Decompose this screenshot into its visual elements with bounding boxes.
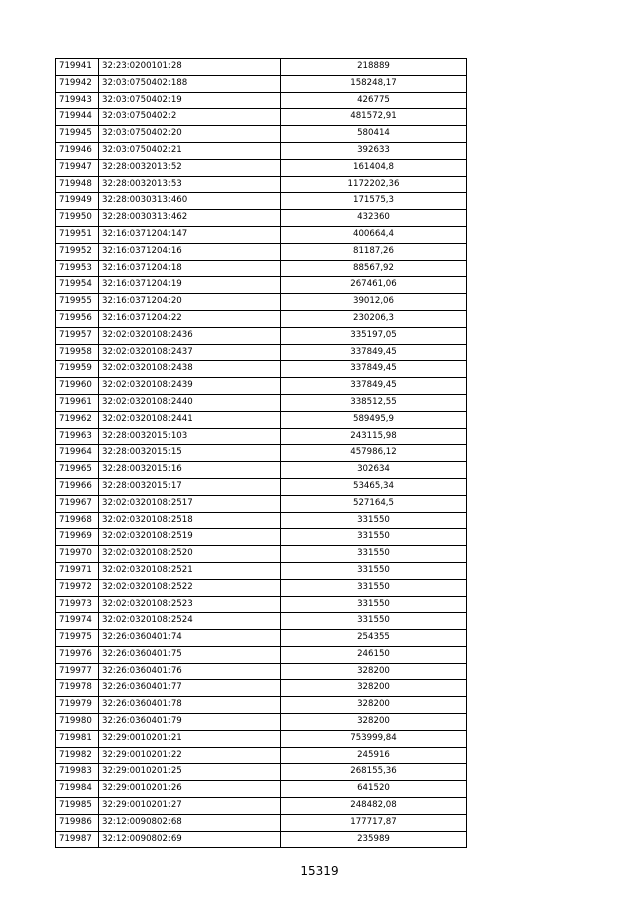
row-id-cell: 719980 — [56, 714, 99, 731]
row-id-cell: 719945 — [56, 126, 99, 143]
cadastral-value-cell: 158248,17 — [281, 75, 467, 92]
cadastral-number-cell: 32:26:0360401:75 — [99, 646, 281, 663]
cadastral-value-cell: 580414 — [281, 126, 467, 143]
row-id-cell: 719963 — [56, 428, 99, 445]
row-id-cell: 719987 — [56, 831, 99, 848]
cadastral-number-cell: 32:12:0090802:68 — [99, 814, 281, 831]
cadastral-value-cell: 337849,45 — [281, 378, 467, 395]
cadastral-number-cell: 32:26:0360401:79 — [99, 714, 281, 731]
cadastral-number-cell: 32:02:0320108:2518 — [99, 512, 281, 529]
row-id-cell: 719962 — [56, 411, 99, 428]
table-row — [56, 747, 467, 764]
cadastral-value-cell: 337849,45 — [281, 344, 467, 361]
cadastral-value-cell: 248482,08 — [281, 798, 467, 815]
cadastral-value-cell: 81187,26 — [281, 243, 467, 260]
table-row — [56, 378, 467, 395]
row-id-cell: 719946 — [56, 142, 99, 159]
row-id-cell: 719972 — [56, 579, 99, 596]
row-id-cell: 719949 — [56, 193, 99, 210]
cadastral-value-cell: 589495,9 — [281, 411, 467, 428]
table-row — [56, 159, 467, 176]
table-row — [56, 546, 467, 563]
cadastral-value-cell: 235989 — [281, 831, 467, 848]
row-id-cell: 719968 — [56, 512, 99, 529]
cadastral-value-cell: 230206,3 — [281, 310, 467, 327]
table-row — [56, 92, 467, 109]
row-id-cell: 719953 — [56, 260, 99, 277]
cadastral-number-cell: 32:02:0320108:2439 — [99, 378, 281, 395]
cadastral-value-cell: 331550 — [281, 562, 467, 579]
cadastral-value-cell: 331550 — [281, 512, 467, 529]
row-id-cell: 719969 — [56, 529, 99, 546]
cadastral-number-cell: 32:28:0032015:17 — [99, 478, 281, 495]
table-row — [56, 59, 467, 76]
cadastral-number-cell: 32:29:0010201:22 — [99, 747, 281, 764]
table-row — [56, 243, 467, 260]
cadastral-number-cell: 32:02:0320108:2521 — [99, 562, 281, 579]
cadastral-value-cell: 328200 — [281, 680, 467, 697]
row-id-cell: 719985 — [56, 798, 99, 815]
cadastral-value-cell: 243115,98 — [281, 428, 467, 445]
row-id-cell: 719948 — [56, 176, 99, 193]
row-id-cell: 719950 — [56, 210, 99, 227]
table-row — [56, 596, 467, 613]
table-row — [56, 646, 467, 663]
cadastral-number-cell: 32:28:0032015:16 — [99, 462, 281, 479]
table-row — [56, 781, 467, 798]
row-id-cell: 719974 — [56, 613, 99, 630]
cadastral-number-cell: 32:28:0030313:460 — [99, 193, 281, 210]
row-id-cell: 719959 — [56, 361, 99, 378]
cadastral-value-cell: 245916 — [281, 747, 467, 764]
cadastral-number-cell: 32:03:0750402:20 — [99, 126, 281, 143]
cadastral-value-cell: 267461,06 — [281, 277, 467, 294]
cadastral-value-cell: 218889 — [281, 59, 467, 76]
table-row — [56, 411, 467, 428]
cadastral-value-cell: 171575,3 — [281, 193, 467, 210]
cadastral-number-cell: 32:02:0320108:2523 — [99, 596, 281, 613]
row-id-cell: 719964 — [56, 445, 99, 462]
cadastral-number-cell: 32:26:0360401:76 — [99, 663, 281, 680]
cadastral-value-cell: 254355 — [281, 630, 467, 647]
table-row — [56, 831, 467, 848]
row-id-cell: 719976 — [56, 646, 99, 663]
cadastral-number-cell: 32:02:0320108:2440 — [99, 394, 281, 411]
table-row — [56, 126, 467, 143]
row-id-cell: 719977 — [56, 663, 99, 680]
table-row — [56, 562, 467, 579]
cadastral-value-cell: 328200 — [281, 697, 467, 714]
row-id-cell: 719941 — [56, 59, 99, 76]
row-id-cell: 719960 — [56, 378, 99, 395]
table-row — [56, 310, 467, 327]
cadastral-value-cell: 432360 — [281, 210, 467, 227]
cadastral-number-cell: 32:28:0032013:53 — [99, 176, 281, 193]
cadastral-value-cell: 53465,34 — [281, 478, 467, 495]
table-row — [56, 630, 467, 647]
cadastral-value-cell: 527164,5 — [281, 495, 467, 512]
row-id-cell: 719952 — [56, 243, 99, 260]
row-id-cell: 719958 — [56, 344, 99, 361]
row-id-cell: 719944 — [56, 109, 99, 126]
row-id-cell: 719943 — [56, 92, 99, 109]
cadastral-number-cell: 32:03:0750402:2 — [99, 109, 281, 126]
cadastral-value-cell: 481572,91 — [281, 109, 467, 126]
table-row — [56, 428, 467, 445]
cadastral-value-cell: 1172202,36 — [281, 176, 467, 193]
table-row — [56, 260, 467, 277]
table-row — [56, 814, 467, 831]
cadastral-number-cell: 32:28:0032015:103 — [99, 428, 281, 445]
cadastral-number-cell: 32:29:0010201:25 — [99, 764, 281, 781]
cadastral-number-cell: 32:02:0320108:2517 — [99, 495, 281, 512]
cadastral-number-cell: 32:28:0032015:15 — [99, 445, 281, 462]
row-id-cell: 719957 — [56, 327, 99, 344]
cadastral-value-cell: 177717,87 — [281, 814, 467, 831]
cadastral-value-cell: 331550 — [281, 546, 467, 563]
cadastral-number-cell: 32:02:0320108:2522 — [99, 579, 281, 596]
table-row — [56, 277, 467, 294]
table-row — [56, 142, 467, 159]
cadastral-number-cell: 32:02:0320108:2524 — [99, 613, 281, 630]
row-id-cell: 719955 — [56, 294, 99, 311]
table-row — [56, 613, 467, 630]
table-row — [56, 730, 467, 747]
table-row — [56, 176, 467, 193]
cadastral-value-cell: 331550 — [281, 579, 467, 596]
cadastral-number-cell: 32:02:0320108:2437 — [99, 344, 281, 361]
row-id-cell: 719978 — [56, 680, 99, 697]
table-row — [56, 75, 467, 92]
table-row — [56, 714, 467, 731]
cadastral-value-cell: 753999,84 — [281, 730, 467, 747]
table-body — [56, 59, 467, 848]
table-row — [56, 512, 467, 529]
row-id-cell: 719982 — [56, 747, 99, 764]
cadastral-number-cell: 32:16:0371204:22 — [99, 310, 281, 327]
cadastral-number-cell: 32:16:0371204:16 — [99, 243, 281, 260]
cadastral-value-cell: 246150 — [281, 646, 467, 663]
cadastral-value-cell: 641520 — [281, 781, 467, 798]
row-id-cell: 719965 — [56, 462, 99, 479]
table-row — [56, 680, 467, 697]
table-row — [56, 109, 467, 126]
cadastral-number-cell: 32:02:0320108:2438 — [99, 361, 281, 378]
cadastral-number-cell: 32:26:0360401:78 — [99, 697, 281, 714]
page-number: 15319 — [300, 864, 339, 878]
row-id-cell: 719983 — [56, 764, 99, 781]
cadastral-number-cell: 32:29:0010201:26 — [99, 781, 281, 798]
row-id-cell: 719967 — [56, 495, 99, 512]
table-row — [56, 210, 467, 227]
cadastral-value-cell: 338512,55 — [281, 394, 467, 411]
cadastral-value-cell: 331550 — [281, 529, 467, 546]
cadastral-value-cell: 335197,05 — [281, 327, 467, 344]
cadastral-value-cell: 331550 — [281, 613, 467, 630]
cadastral-number-cell: 32:26:0360401:77 — [99, 680, 281, 697]
cadastral-value-table — [55, 58, 467, 848]
row-id-cell: 719966 — [56, 478, 99, 495]
row-id-cell: 719979 — [56, 697, 99, 714]
cadastral-number-cell: 32:16:0371204:18 — [99, 260, 281, 277]
cadastral-number-cell: 32:03:0750402:21 — [99, 142, 281, 159]
table-row — [56, 294, 467, 311]
table-row — [56, 579, 467, 596]
row-id-cell: 719954 — [56, 277, 99, 294]
table-row — [56, 394, 467, 411]
cadastral-value-cell: 302634 — [281, 462, 467, 479]
table-row — [56, 445, 467, 462]
row-id-cell: 719951 — [56, 226, 99, 243]
cadastral-number-cell: 32:03:0750402:188 — [99, 75, 281, 92]
cadastral-number-cell: 32:28:0032013:52 — [99, 159, 281, 176]
row-id-cell: 719942 — [56, 75, 99, 92]
row-id-cell: 719984 — [56, 781, 99, 798]
row-id-cell: 719961 — [56, 394, 99, 411]
row-id-cell: 719971 — [56, 562, 99, 579]
table-row — [56, 697, 467, 714]
cadastral-number-cell: 32:12:0090802:69 — [99, 831, 281, 848]
cadastral-value-cell: 337849,45 — [281, 361, 467, 378]
cadastral-number-cell: 32:16:0371204:19 — [99, 277, 281, 294]
cadastral-number-cell: 32:29:0010201:21 — [99, 730, 281, 747]
cadastral-number-cell: 32:02:0320108:2520 — [99, 546, 281, 563]
cadastral-value-cell: 331550 — [281, 596, 467, 613]
row-id-cell: 719956 — [56, 310, 99, 327]
cadastral-value-cell: 426775 — [281, 92, 467, 109]
table-row — [56, 495, 467, 512]
table-row — [56, 226, 467, 243]
row-id-cell: 719975 — [56, 630, 99, 647]
cadastral-number-cell: 32:23:0200101:28 — [99, 59, 281, 76]
cadastral-number-cell: 32:16:0371204:20 — [99, 294, 281, 311]
table-row — [56, 462, 467, 479]
row-id-cell: 719973 — [56, 596, 99, 613]
table-row — [56, 361, 467, 378]
cadastral-value-cell: 328200 — [281, 714, 467, 731]
cadastral-value-cell: 328200 — [281, 663, 467, 680]
cadastral-value-cell: 457986,12 — [281, 445, 467, 462]
table-row — [56, 764, 467, 781]
cadastral-number-cell: 32:02:0320108:2436 — [99, 327, 281, 344]
table-row — [56, 193, 467, 210]
row-id-cell: 719986 — [56, 814, 99, 831]
row-id-cell: 719947 — [56, 159, 99, 176]
cadastral-value-cell: 39012,06 — [281, 294, 467, 311]
cadastral-number-cell: 32:02:0320108:2441 — [99, 411, 281, 428]
row-id-cell: 719970 — [56, 546, 99, 563]
cadastral-number-cell: 32:29:0010201:27 — [99, 798, 281, 815]
table-row — [56, 327, 467, 344]
row-id-cell: 719981 — [56, 730, 99, 747]
cadastral-value-cell: 161404,8 — [281, 159, 467, 176]
table-row — [56, 344, 467, 361]
cadastral-number-cell: 32:26:0360401:74 — [99, 630, 281, 647]
cadastral-number-cell: 32:28:0030313:462 — [99, 210, 281, 227]
cadastral-value-cell: 400664,4 — [281, 226, 467, 243]
table-row — [56, 529, 467, 546]
cadastral-number-cell: 32:16:0371204:147 — [99, 226, 281, 243]
table-row — [56, 798, 467, 815]
cadastral-number-cell: 32:03:0750402:19 — [99, 92, 281, 109]
cadastral-value-cell: 268155,36 — [281, 764, 467, 781]
cadastral-value-cell: 392633 — [281, 142, 467, 159]
table-row — [56, 478, 467, 495]
table-row — [56, 663, 467, 680]
cadastral-number-cell: 32:02:0320108:2519 — [99, 529, 281, 546]
cadastral-value-cell: 88567,92 — [281, 260, 467, 277]
